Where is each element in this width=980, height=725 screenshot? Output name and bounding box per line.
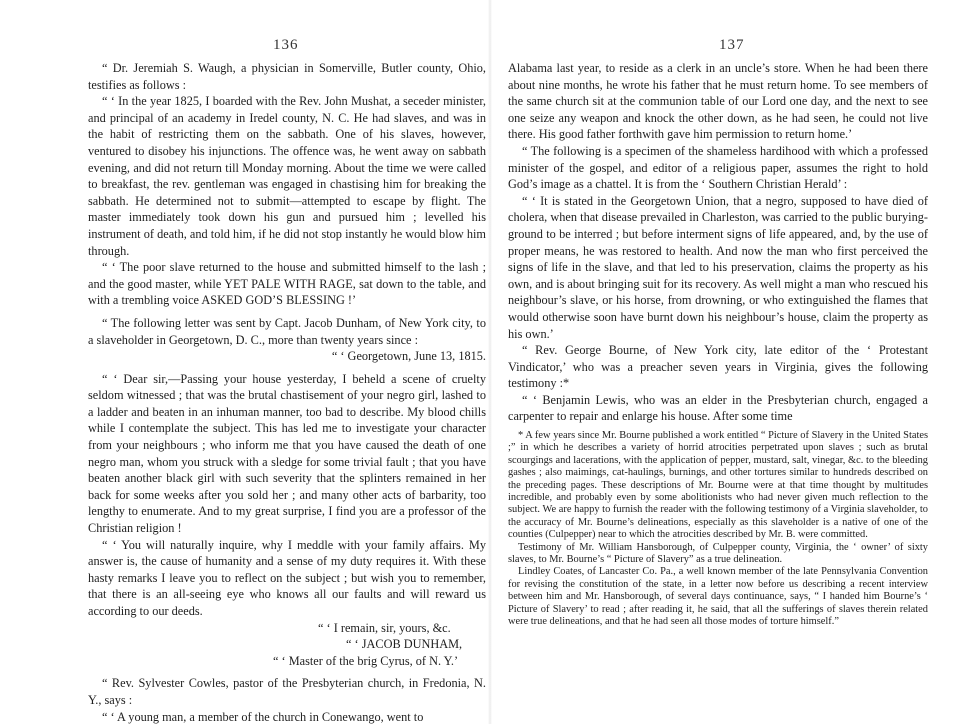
paragraph: “ The following letter was sent by Capt. Jacob Dunham, of New York city, to a slaveholder in Georgetown, D. C., more than twenty years since : bbox=[88, 315, 486, 347]
letter-dateline: “ ‘ Georgetown, June 13, 1815. bbox=[331, 349, 486, 364]
paragraph: “ ‘ In the year 1825, I boarded with the Rev. John Mushat, a seceder minister, and principal of an academy in Iredel county, N. C. He had slaves, and was in the habit of restricting them on the sabbath. One of his slaves, however, ventured to disobey his injunctions. The offence was, he went away on sabbath evening, and did not return till Monday morning. About the time we were called to breakfast, the rev. gentleman was engaged in chastising him for breaking the sabbath. He determined not to submit—attempted to escape by flight. The master immediately took down his gun and pursued him ; levelled his instrument of death, and told him, if he did not stop instantly he would blow him through. bbox=[88, 94, 486, 258]
right-page bbox=[490, 0, 980, 724]
footnote bbox=[508, 430, 928, 629]
footnote-paragraph: Testimony of Mr. William Hansborough, of Culpepper county, Virginia, the ‘ owner’ of sixty slaves, to Mr. Bourne’s “ Picture of Slavery” as a true delineation. bbox=[508, 541, 928, 566]
paragraph: Alabama last year, to reside as a clerk in an uncle’s store. When he had been there about nine months, he wrote his father that he must return home. To see members of the same church sit at the communion table of our Lord one day, and the next to see one seize any weapon and knock the other down, as he had seen, he could not live there. His good father forthwith gave him permission to return home.’ bbox=[508, 61, 928, 142]
paragraph: “ ‘ It is stated in the Georgetown Union, that a negro, supposed to have died of cholera, when that disease prevailed in Charleston, was carried to the public burying-ground to be interred ; but before interment signs of life appeared, and, by the use of proper means, he was restored to health. And now the man who first perceived the signs of life in the slave, and that led to his preservation, claims the property as his own, and is about bringing suit for its recovery. As well might a man who rescued his neighbour’s slave, or his horse, from drowning, or who extinguished the flames that would otherwise soon have burnt down his neighbour’s house, claim the property as his own.’ bbox=[508, 193, 928, 341]
paragraph: “ ‘ You will naturally inquire, why I meddle with your family affairs. My answer is, the cause of humanity and a sense of my duty requires it. With these hasty remarks I leave you to reflect on the subject ; but wish you to remember, that there is an all-seeing eye who knows all our faults and will reward us according to our deeds. bbox=[88, 537, 486, 618]
right-page-body bbox=[508, 60, 928, 425]
page-number: 137 bbox=[719, 37, 745, 53]
left-page bbox=[0, 0, 490, 724]
paragraph: “ The following is a specimen of the shameless hardihood with which a professed minister of the gospel, and editor of a religious paper, assumes the right to hold God’s image as a chattel. It is from the ‘ Southern Christian Herald’ : bbox=[508, 143, 928, 192]
letter-signature: “ ‘ JACOB DUNHAM, bbox=[346, 637, 463, 652]
paragraph: “ Rev. Sylvester Cowles, pastor of the Presbyterian church, in Fredonia, N. Y., says : bbox=[88, 676, 486, 707]
letter-closing: “ ‘ I remain, sir, yours, &c. bbox=[318, 620, 451, 635]
paragraph: “ ‘ Benjamin Lewis, who was an elder in the Presbyterian church, engaged a carpenter to repair and enlarge his house. After some time bbox=[508, 392, 928, 424]
footnote-paragraph: * A few years since Mr. Bourne published a work entitled “ Picture of Slavery in the United States ;” in which he describes a variety of horrid atrocities perpetrated upon slaves ; such as brutal scourgings and lacerations, with the application of pepper, mustard, salt, vinegar, &c. to the bleeding gashes ; also maimings, cat-haulings, burnings, and other tortures similar to hundreds described on the preceding pages. These descriptions of Mr. Bourne were at that time thought by multitudes incredible, and probably even by some abolitionists who had never given much reflection to the subject. We are happy to furnish the reader with the following testimony of a Virginia slaveholder, to the accuracy of Mr. Bourne’s delineations, especially as this slaveholder is a native of one of the counties (Culpepper) near to which the atrocities described by Mr. B. were committed. bbox=[508, 430, 928, 541]
footnote-paragraph: Lindley Coates, of Lancaster Co. Pa., a well known member of the late Pennsylvania Convention for revising the constitution of the state, in a letter now before us describing a recent interview between him and Mr. Hansborough, of several days continuance, says, “ I handed him Bourne’s ‘ Picture of Slavery’ to read ; after reading it, he said, that all the sufferings of slaves therein related were true delineations, and that he had seen all those modes of torture himself.” bbox=[508, 566, 928, 628]
left-page-body bbox=[88, 60, 486, 725]
paragraph: “ Dr. Jeremiah S. Waugh, a physician in Somerville, Butler county, Ohio, testifies as follows : bbox=[88, 61, 486, 92]
letter-signature-title: “ ‘ Master of the brig Cyrus, of N. Y.’ bbox=[273, 653, 459, 668]
paragraph: “ ‘ The poor slave returned to the house and submitted himself to the lash ; and the good master, while YET PALE WITH RAGE, sat down to the table, and with a trembling voice ASKED GOD’S BLESSING !’ bbox=[88, 260, 486, 308]
paragraph: “ ‘ A young man, a member of the church in Conewango, went to bbox=[102, 709, 424, 724]
page-number: 136 bbox=[273, 37, 299, 53]
paragraph: “ Rev. George Bourne, of New York city, late editor of the ‘ Protestant Vindicator,’ who was a preacher seven years in Virginia, gives the following testimony :* bbox=[508, 343, 928, 391]
paragraph: “ ‘ Dear sir,—Passing your house yesterday, I beheld a scene of cruelty seldom witnessed ; that was the brutal chastisement of your negro girl, lashed to a ladder and beaten in an inhuman manner, too bad to describe. My blood chills while I contemplate the subject. This has led me to investigate your character from your neighbours ; who inform me that you have caused the death of one negro man, whom you struck with a sledge for some trivial fault ; that you have beaten another black girl with such severity that the splinters remained in her back for some weeks after you sold her ; and many other acts of barbarity, too lengthy to enumerate. And to my great surprise, I find you are a professor of the Christian religion ! bbox=[88, 371, 486, 536]
